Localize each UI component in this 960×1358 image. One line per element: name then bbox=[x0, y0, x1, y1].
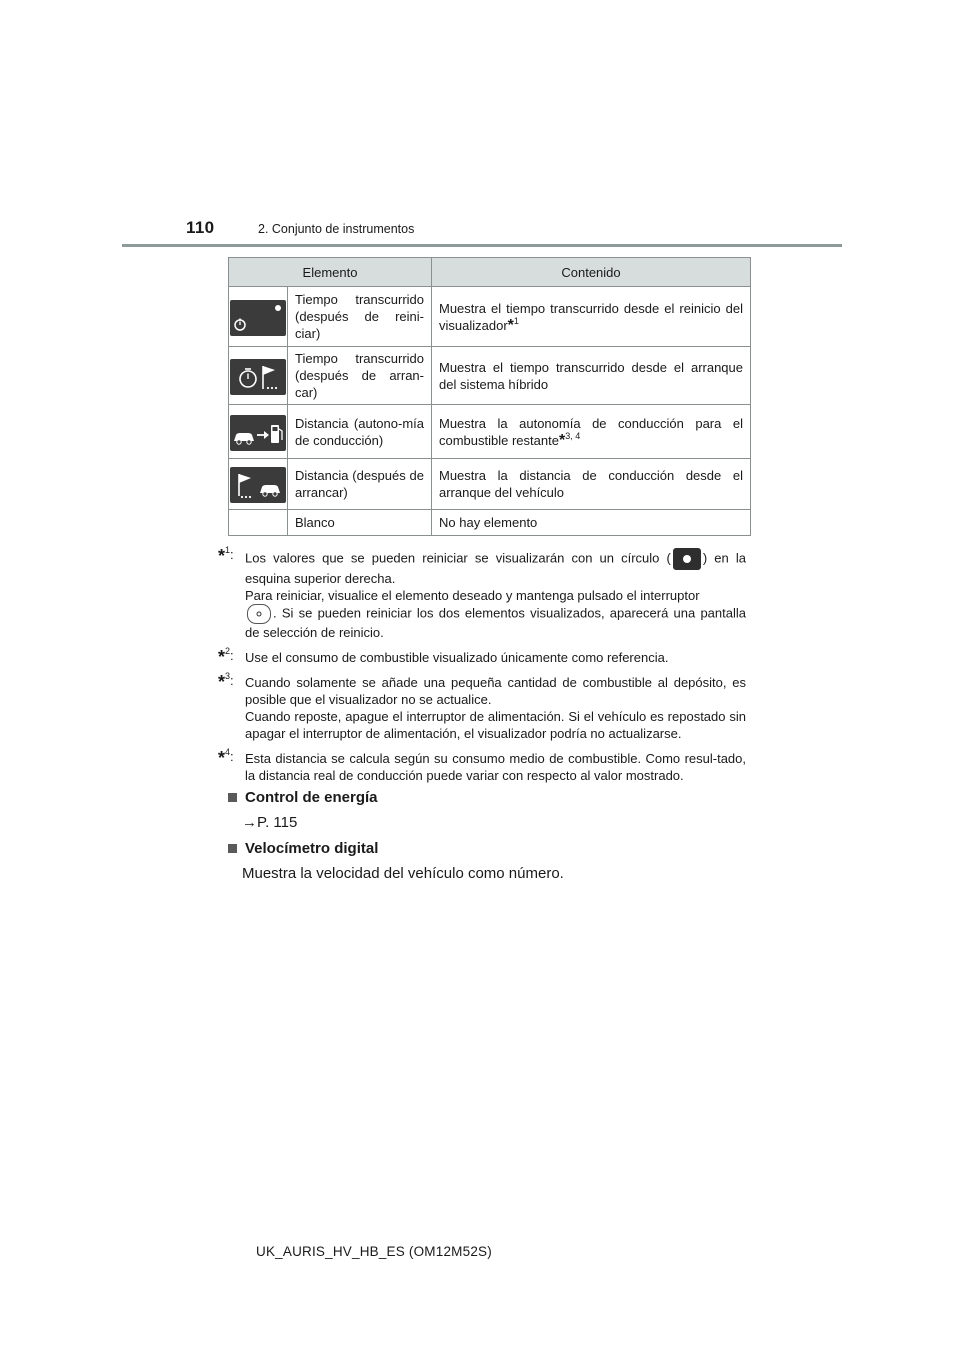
table-row bbox=[229, 459, 751, 510]
footnote-text: Esta distancia se calcula según su consumo medio de combustible. Como resul-tado, la distancia real de conducción puede variar con respecto al valor mostrado. bbox=[245, 751, 746, 783]
footnotes bbox=[218, 545, 746, 792]
car-fuel-range-display-icon bbox=[230, 415, 286, 451]
item-name: Blanco bbox=[288, 510, 432, 536]
icon-cell bbox=[229, 405, 288, 459]
item-desc bbox=[432, 405, 751, 459]
footnote-text: ) en la esquina superior derecha. bbox=[245, 550, 746, 586]
icon-cell bbox=[229, 459, 288, 510]
icon-cell bbox=[229, 287, 288, 347]
table-row bbox=[229, 287, 751, 347]
section-title: Velocímetro digital bbox=[245, 840, 379, 857]
items-table bbox=[228, 257, 751, 536]
footnote-text: Cuando reposte, apague el interruptor de alimentación. Si el vehículo es repostado sin apagar el interruptor de alimentación, el visualizador podría no actualizarse. bbox=[245, 709, 746, 741]
footnote-1: *$^1$: Los valores que se pueden reiniciar se visualizarán con un círculo ( ) en la esquina superior derecha. Para reiniciar, visualice el elemento deseado y mantenga pulsado el interruptor . Si se pueden reiniciar los dos elementos visualizados, aparecerá una pantalla de selección de reinicio. bbox=[218, 545, 746, 640]
display-switch-icon bbox=[247, 604, 271, 624]
footnote-number: 2 bbox=[225, 646, 231, 656]
header-rule bbox=[122, 244, 842, 247]
section-body: Muestra la velocidad del vehículo como número. bbox=[242, 865, 564, 882]
item-name: Distancia (autono-mía de conducción) bbox=[288, 405, 432, 459]
stopwatch-reset-display-icon bbox=[230, 300, 286, 336]
item-desc bbox=[432, 287, 751, 347]
footnote-number: 4 bbox=[225, 747, 231, 757]
header-elemento: Elemento bbox=[229, 258, 432, 287]
reset-circle-indicator-icon bbox=[673, 548, 701, 570]
footnote-ref: 1 bbox=[513, 315, 519, 326]
item-desc: Muestra la distancia de conducción desde el arranque del vehículo bbox=[432, 459, 751, 510]
footnote-2: *$^2$: Use el consumo de combustible visualizado únicamente como referencia. bbox=[218, 649, 746, 666]
page-header bbox=[186, 218, 214, 238]
footnote-text: Use el consumo de combustible visualizado únicamente como referencia. bbox=[245, 650, 669, 665]
item-desc: No hay elemento bbox=[432, 510, 751, 536]
stopwatch-flag-display-icon bbox=[230, 359, 286, 395]
table-row bbox=[229, 347, 751, 405]
icon-cell bbox=[229, 347, 288, 405]
section-energy-control bbox=[228, 789, 378, 806]
asterisk-icon: * bbox=[218, 647, 226, 667]
footnote-text: . Si se pueden reiniciar los dos elementos visualizados, aparecerá una pantalla de selección de reinicio. bbox=[245, 605, 746, 640]
section-title: Control de energía bbox=[245, 789, 378, 806]
footnote-4: *$^4$: Esta distancia se calcula según su consumo medio de combustible. Como resul-tado, la distancia real de conducción puede variar con respecto al valor mostrado. bbox=[218, 747, 746, 783]
section-link[interactable]: →P. 115 bbox=[242, 814, 298, 831]
flag-car-distance-display-icon bbox=[230, 467, 286, 503]
footnote-number: 1 bbox=[225, 545, 231, 555]
square-bullet-icon bbox=[228, 793, 237, 802]
item-desc-text: Muestra la autonomía de conducción para el combustible restante bbox=[439, 415, 743, 448]
asterisk-icon: * bbox=[558, 431, 566, 449]
table-row bbox=[229, 405, 751, 459]
item-name: Tiempo transcurrido (después de reini-ciar) bbox=[288, 287, 432, 347]
asterisk-icon: * bbox=[507, 316, 514, 334]
asterisk-icon: * bbox=[218, 546, 226, 566]
item-desc: Muestra el tiempo transcurrido desde el arranque del sistema híbrido bbox=[432, 347, 751, 405]
header-contenido: Contenido bbox=[432, 258, 751, 287]
footnote-text: Para reiniciar, visualice el elemento deseado y mantenga pulsado el interruptor bbox=[245, 588, 700, 603]
footnote-number: 3 bbox=[225, 671, 231, 681]
item-desc-text: Muestra el tiempo transcurrido desde el reinicio del visualizador bbox=[439, 300, 743, 333]
square-bullet-icon bbox=[228, 844, 237, 853]
footnote-ref: 3, 4 bbox=[565, 430, 581, 441]
item-name: Distancia (después de arrancar) bbox=[288, 459, 432, 510]
section-digital-speedometer bbox=[228, 840, 378, 857]
footnote-3: *$^3$: Cuando solamente se añade una pequeña cantidad de combustible al depósito, es posible que el visualizador no se actualice. Cuando reposte, apague el interruptor de alimentación. Si el vehículo es repostado sin apagar el interruptor de alimentación, el visualizador podría no actualizarse. bbox=[218, 671, 746, 741]
footnote-text: Los valores que se pueden reiniciar se visualizarán con un círculo ( bbox=[245, 550, 671, 566]
asterisk-icon: * bbox=[218, 748, 226, 768]
table-row bbox=[229, 510, 751, 536]
asterisk-icon: * bbox=[218, 672, 226, 692]
page-footer: UK_AURIS_HV_HB_ES (OM12M52S) bbox=[256, 1244, 492, 1259]
icon-cell-empty bbox=[229, 510, 288, 536]
chapter-title: 2. Conjunto de instrumentos bbox=[258, 222, 415, 236]
footnote-text: Cuando solamente se añade una pequeña cantidad de combustible al depósito, es posible que el visualizador no se actualice. bbox=[245, 675, 746, 707]
item-name: Tiempo transcurrido (después de arran-car) bbox=[288, 347, 432, 405]
table-header-row bbox=[229, 258, 751, 287]
page-number: 110 bbox=[186, 218, 215, 237]
